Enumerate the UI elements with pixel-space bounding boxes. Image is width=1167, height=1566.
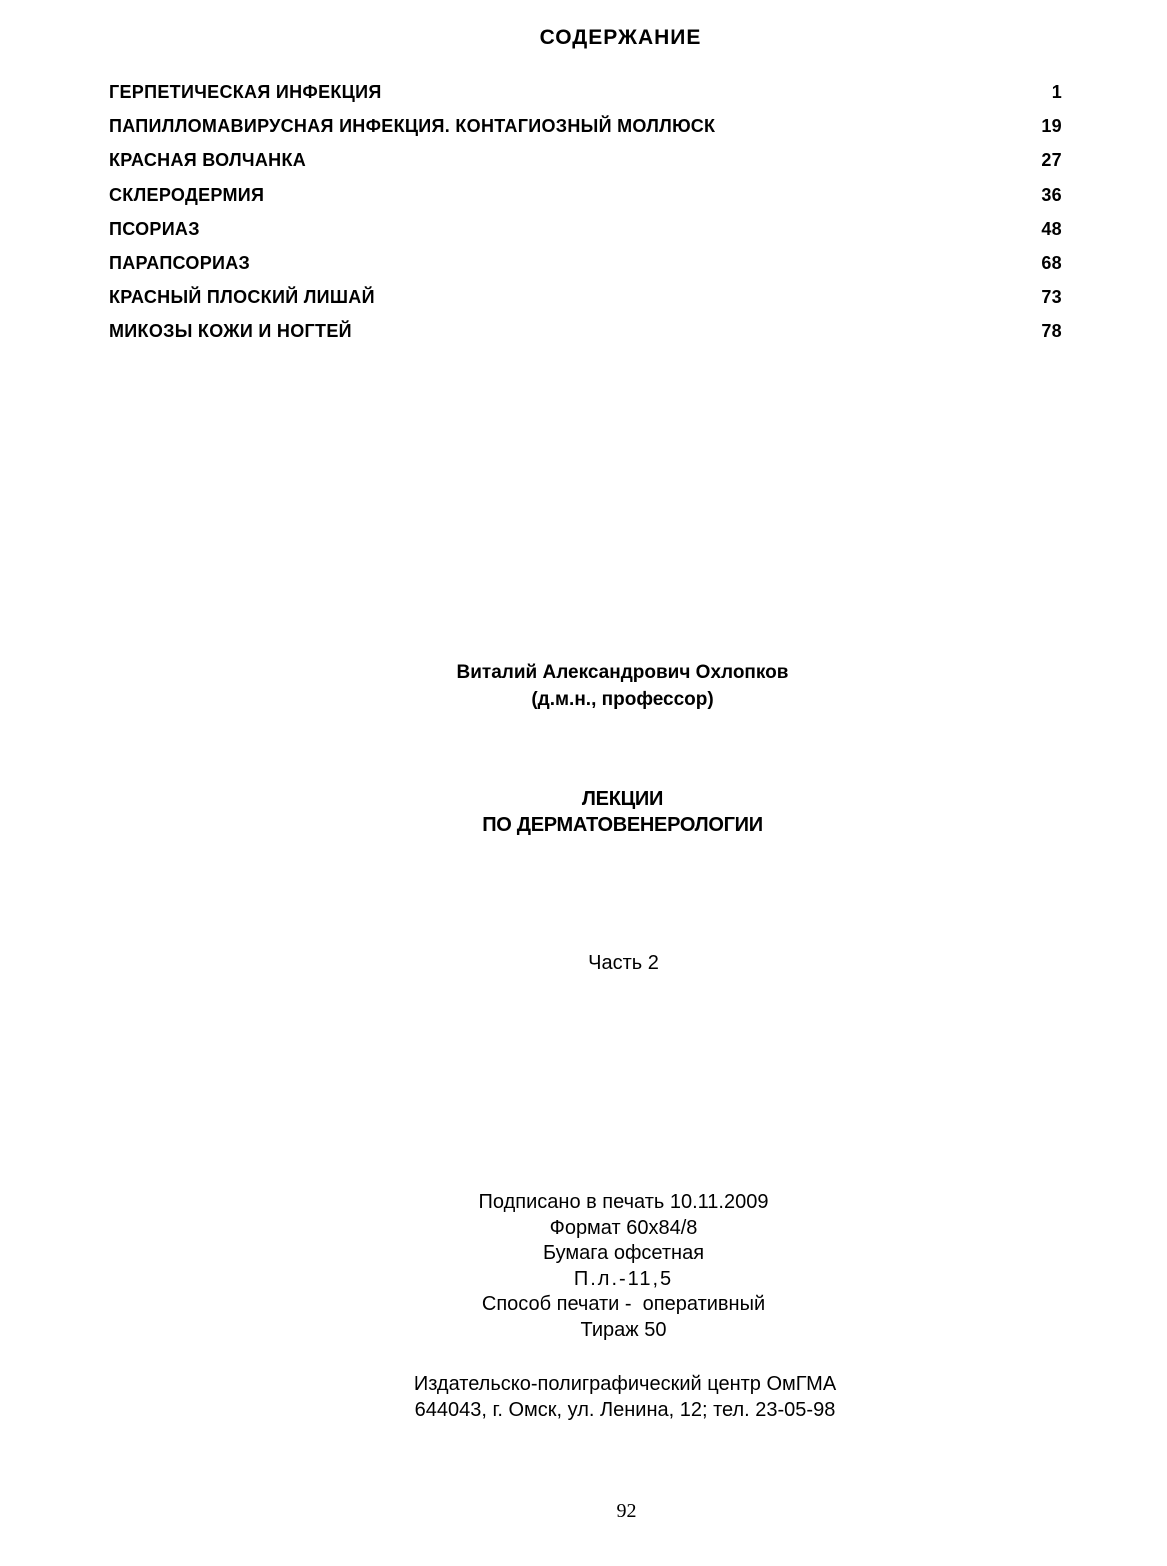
- toc-entry-title: ПАРАПСОРИАЗ: [109, 252, 251, 273]
- publisher-name: Издательско-полиграфический центр ОмГМА: [413, 1373, 837, 1395]
- book-title: [0, 786, 1167, 838]
- toc-entry: [109, 183, 1062, 217]
- toc-entry-title: СКЛЕРОДЕРМИЯ: [109, 184, 265, 205]
- toc-entry: [109, 319, 1062, 353]
- toc-entry: [109, 114, 1062, 148]
- toc-entry-title: КРАСНЫЙ ПЛОСКИЙ ЛИШАЙ: [109, 287, 375, 308]
- book-title-line-2: ПО ДЕРМАТОВЕНЕРОЛОГИИ: [482, 814, 763, 836]
- toc-entry-page: 36: [1041, 184, 1062, 205]
- publisher-block: [0, 1371, 1167, 1423]
- imprint-paper: Бумага офсетная: [542, 1242, 705, 1264]
- toc-entry-page: 27: [1041, 150, 1062, 171]
- toc-entry: [109, 217, 1062, 251]
- toc-entry-title: ГЕРПЕТИЧЕСКАЯ ИНФЕКЦИЯ: [109, 82, 382, 102]
- page-number: 92: [616, 1500, 637, 1522]
- imprint-block: [0, 1190, 1167, 1343]
- imprint-format: Формат 60х84/8: [549, 1216, 698, 1239]
- toc-entry-page: 73: [1041, 287, 1062, 308]
- imprint-sheets: П.л.-11,5: [573, 1267, 674, 1290]
- toc-entry-page: 1: [1051, 82, 1062, 102]
- author-name: Виталий Александрович Охлопков: [456, 662, 789, 683]
- toc-entry: [109, 251, 1062, 285]
- toc-entry: [109, 148, 1062, 182]
- toc-entry-title: МИКОЗЫ КОЖИ И НОГТЕЙ: [109, 321, 352, 342]
- book-part: Часть 2: [588, 952, 659, 974]
- toc-entry-page: 48: [1041, 218, 1062, 239]
- toc-entry: [109, 285, 1062, 319]
- toc-entry-page: 19: [1041, 116, 1062, 137]
- imprint-print-method: Способ печати - оперативный: [481, 1293, 766, 1315]
- toc-list: [109, 80, 1062, 354]
- book-title-line-1: ЛЕКЦИИ: [581, 788, 664, 810]
- toc-entry-page: 68: [1041, 252, 1062, 273]
- toc-entry: [109, 80, 1062, 114]
- imprint-signed: Подписано в печать 10.11.2009: [478, 1191, 769, 1213]
- toc-title: СОДЕРЖАНИЕ: [539, 26, 702, 49]
- author-degree: (д.м.н., профессор): [531, 689, 714, 710]
- toc-entry-title: ПСОРИАЗ: [109, 218, 200, 239]
- author-block: [0, 659, 1167, 713]
- toc-entry-title: КРАСНАЯ ВОЛЧАНКА: [109, 150, 307, 171]
- toc-entry-title: ПАПИЛЛОМАВИРУСНАЯ ИНФЕКЦИЯ. КОНТАГИОЗНЫЙ МОЛЛЮСК: [109, 116, 716, 137]
- toc-entry-page: 78: [1041, 321, 1062, 342]
- publisher-address: 644043, г. Омск, ул. Ленина, 12; тел. 23-05-98: [414, 1399, 836, 1421]
- imprint-circulation: Тираж 50: [580, 1318, 667, 1341]
